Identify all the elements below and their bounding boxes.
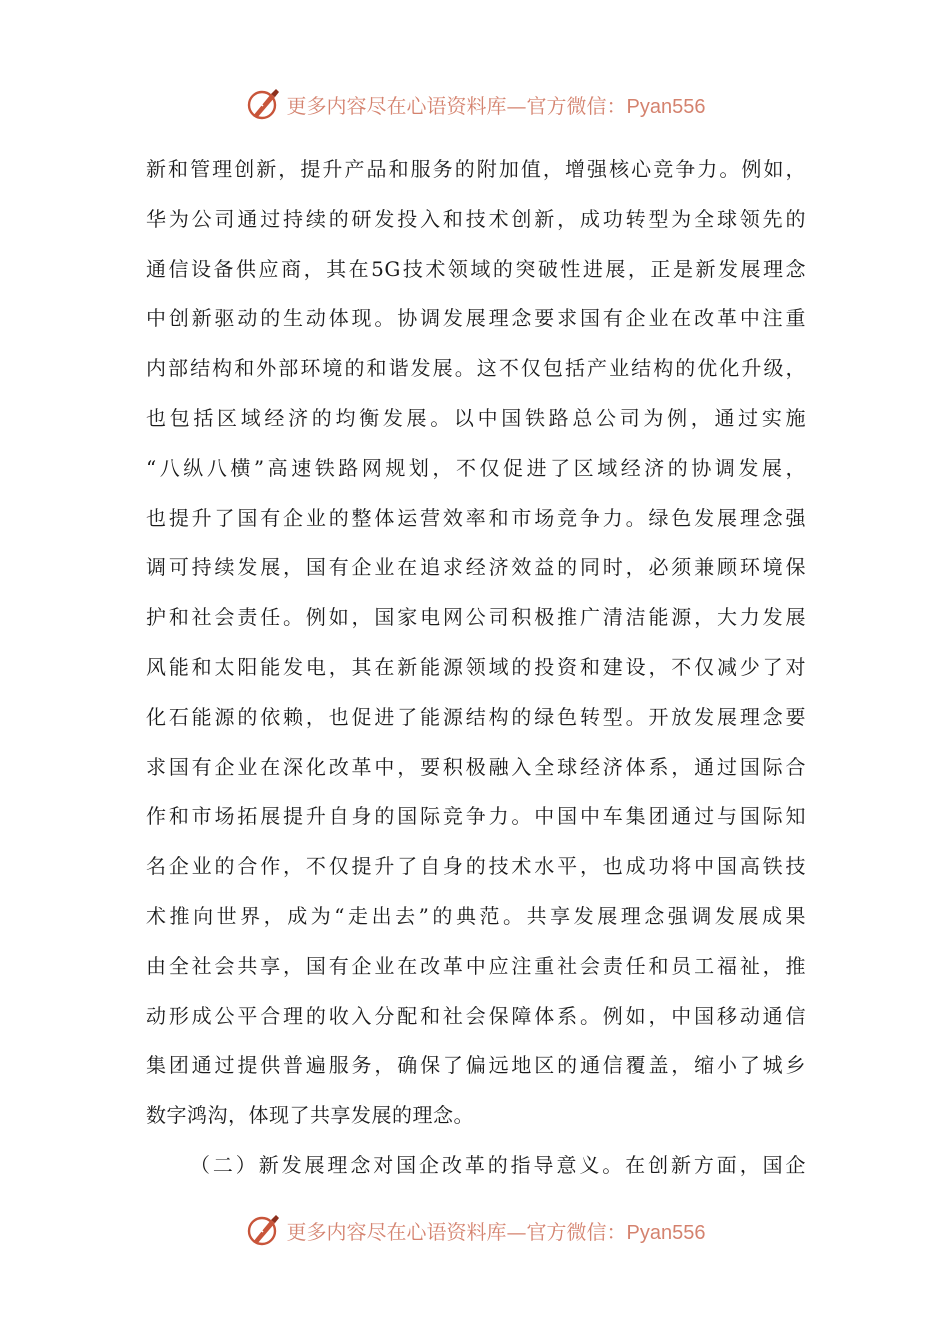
text-line: 术推向世界，成为“走出去”的典范。共享发展理念强调发展成果 bbox=[146, 903, 806, 928]
text-line: 动形成公平合理的收入分配和社会保障体系。例如，中国移动通信 bbox=[146, 1003, 806, 1028]
text-line: 名企业的合作，不仅提升了自身的技术水平，也成功将中国高铁技 bbox=[146, 854, 806, 879]
text-line: 华为公司通过持续的研发投入和技术创新，成功转型为全球领先的 bbox=[146, 206, 806, 231]
pen-logo-icon bbox=[245, 1212, 281, 1248]
pen-logo-icon bbox=[245, 86, 281, 122]
text-line: “八纵八横”高速铁路网规划，不仅促进了区域经济的协调发展， bbox=[146, 455, 806, 480]
text-line: 通信设备供应商，其在5G技术领域的突破性进展，正是新发展理念 bbox=[146, 256, 806, 281]
text-line: 也包括区域经济的均衡发展。以中国铁路总公司为例，通过实施 bbox=[146, 405, 806, 430]
text-line: 也提升了国有企业的整体运营效率和市场竞争力。绿色发展理念强 bbox=[146, 505, 806, 530]
footer-watermark bbox=[0, 1210, 950, 1250]
text-line: 中创新驱动的生动体现。协调发展理念要求国有企业在改革中注重 bbox=[146, 306, 806, 331]
watermark-text: 更多内容尽在心语资料库—官方微信：Pyan556 bbox=[286, 93, 706, 118]
text-line: 调可持续发展，国有企业在追求经济效益的同时，必须兼顾环境保 bbox=[146, 555, 806, 580]
text-line: 内部结构和外部环境的和谐发展。这不仅包括产业结构的优化升级， bbox=[146, 356, 806, 381]
text-line: 风能和太阳能发电，其在新能源领域的投资和建设，不仅减少了对 bbox=[146, 654, 806, 679]
text-line: 新和管理创新，提升产品和服务的附加值，增强核心竞争力。例如， bbox=[146, 157, 806, 181]
header-watermark bbox=[0, 84, 950, 124]
text-line: 集团通过提供普遍服务，确保了偏远地区的通信覆盖，缩小了城乡 bbox=[146, 1053, 806, 1078]
text-line: 化石能源的依赖，也促进了能源结构的绿色转型。开放发展理念要 bbox=[146, 704, 806, 729]
section-heading-line: （二）新发展理念对国企改革的指导意义。在创新方面，国企 bbox=[190, 1152, 806, 1177]
text-line: 由全社会共享，国有企业在改革中应注重社会责任和员工福祉，推 bbox=[146, 953, 806, 978]
watermark-text: 更多内容尽在心语资料库—官方微信：Pyan556 bbox=[286, 1219, 706, 1244]
text-line: 护和社会责任。例如，国家电网公司积极推广清洁能源，大力发展 bbox=[146, 605, 806, 630]
text-line: 作和市场拓展提升自身的国际竞争力。中国中车集团通过与国际知 bbox=[146, 804, 806, 829]
text-line: 求国有企业在深化改革中，要积极融入全球经济体系，通过国际合 bbox=[146, 754, 806, 779]
body-text bbox=[146, 145, 806, 1191]
paragraph-end-line: 数字鸿沟，体现了共享发展的理念。 bbox=[146, 1103, 474, 1128]
